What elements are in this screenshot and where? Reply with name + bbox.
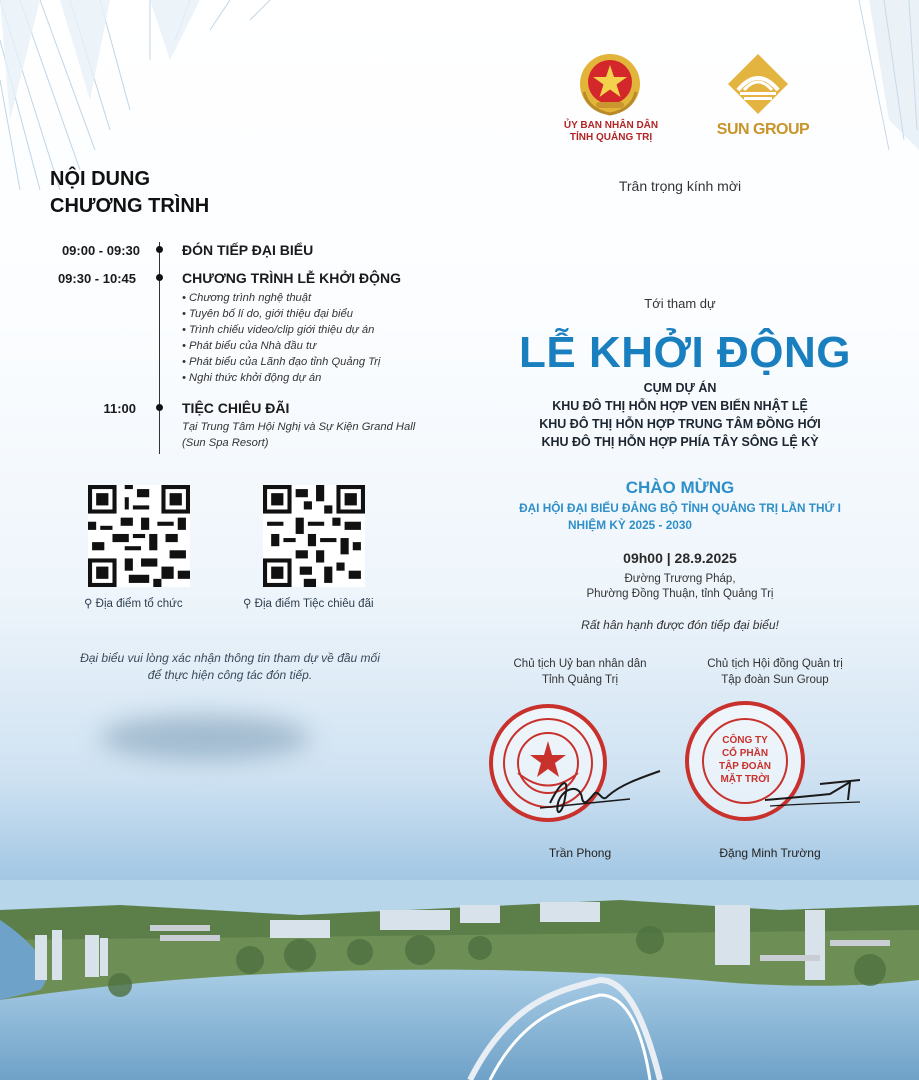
left-signatory-role	[490, 656, 670, 688]
right-signature	[760, 770, 870, 815]
timeline-details	[182, 290, 380, 386]
program-title	[50, 166, 209, 220]
timeline-event: ĐÓN TIẾP ĐẠI BIỂU	[182, 242, 314, 258]
top-right-decoration	[829, 0, 919, 190]
qr-code-venue[interactable]	[88, 485, 190, 587]
detail-line: (Sun Spa Resort)	[182, 437, 269, 449]
right-signatory-name: Đặng Minh Trường	[719, 846, 821, 860]
blurred-region	[100, 715, 310, 760]
emblem-caption-line-1: ỦY BAN NHÂN DÂN	[563, 120, 659, 131]
qr-label-venue	[84, 596, 183, 610]
stamp-text-line: TẬP ĐOÀN	[718, 761, 772, 772]
honor-message: Rất hân hạnh được đón tiếp đại biểu!	[581, 618, 779, 632]
detail-line: • Chương trình nghệ thuật	[182, 292, 312, 304]
stamp-text-line: MẶT TRỜI	[720, 774, 770, 785]
rsvp-note-line-2: để thực hiện công tác đón tiếp.	[147, 668, 313, 682]
detail-line: • Tuyên bố lí do, giới thiệu đại biểu	[182, 308, 353, 320]
left-signature	[530, 763, 665, 823]
timeline-event: TIỆC CHIÊU ĐÃI	[182, 400, 290, 416]
project-line: KHU ĐÔ THỊ HỖN HỢP VEN BIỂN NHẬT LỆ	[552, 399, 808, 413]
program-title-line-2: CHƯƠNG TRÌNH	[50, 195, 210, 217]
city-landscape-illustration	[0, 880, 919, 1080]
qr-label-banquet-text: Địa điểm Tiệc chiêu đãi	[254, 598, 374, 610]
welcome-heading: CHÀO MỪNG	[625, 478, 735, 497]
national-emblem-logo	[578, 52, 642, 116]
qr-code-banquet[interactable]	[263, 485, 365, 587]
left-role-line-1: Chủ tịch Uỷ ban nhân dân	[513, 658, 647, 670]
timeline-time: 09:30 - 10:45	[57, 271, 136, 286]
right-role-line-1: Chủ tịch Hội đồng Quản trị	[707, 658, 843, 670]
qr-label-venue-text: Địa điểm tổ chức	[95, 598, 183, 610]
address-line: Đường Trương Pháp,	[624, 573, 736, 585]
ceremony-title: LỄ KHỞI ĐỘNG	[519, 328, 851, 377]
project-line: KHU ĐÔ THỊ HỖN HỢP TRUNG TÂM ĐỒNG HỚI	[539, 417, 821, 431]
rsvp-note	[30, 650, 430, 684]
emblem-caption-line-2: TỈNH QUẢNG TRỊ	[569, 132, 653, 143]
rsvp-note-line-1: Đại biểu vui lòng xác nhận thông tin tham dự về đầu mối	[80, 651, 380, 665]
timeline-time: 11:00	[103, 401, 136, 416]
timeline-details	[182, 419, 415, 451]
timeline-dot	[156, 246, 163, 253]
location-pin-icon: ⚲	[84, 598, 93, 610]
project-line: KHU ĐÔ THỊ HỖN HỢP PHÍA TÂY SÔNG LỆ KỲ	[541, 435, 819, 449]
sun-group-caption: SUN GROUP	[716, 121, 810, 138]
detail-line: • Phát biểu của Lãnh đạo tỉnh Quảng Trị	[182, 356, 381, 368]
top-left-decoration	[0, 0, 290, 190]
timeline-dot	[156, 274, 163, 281]
address-line: Phường Đồng Thuận, tỉnh Quảng Trị	[586, 588, 774, 600]
detail-line: • Nghi thức khởi động dự án	[182, 372, 322, 384]
event-datetime: 09h00 | 28.9.2025	[623, 550, 737, 566]
timeline-event: CHƯƠNG TRÌNH LỄ KHỞI ĐỘNG	[182, 270, 402, 286]
right-signatory-role	[680, 656, 870, 688]
stamp-text-line: CỔ PHẦN	[721, 748, 769, 759]
timeline-time: 09:00 - 09:30	[61, 243, 140, 258]
left-role-line-2: Tỉnh Quảng Trị	[541, 674, 619, 686]
qr-label-banquet	[243, 596, 374, 610]
emblem-caption	[546, 120, 676, 144]
cluster-label: CỤM DỰ ÁN	[643, 381, 717, 395]
invitation-attend: Tới tham dự	[644, 296, 716, 311]
detail-line: • Phát biểu của Nhà đầu tư	[182, 340, 317, 352]
detail-line: Tại Trung Tâm Hội Nghị và Sự Kiện Grand Hall	[182, 421, 416, 433]
congress-line: NHIỆM KỲ 2025 - 2030	[568, 518, 692, 532]
right-role-line-2: Tập đoàn Sun Group	[721, 674, 829, 686]
location-pin-icon: ⚲	[243, 598, 252, 610]
left-signatory-name: Trần Phong	[548, 846, 612, 860]
timeline-dot	[156, 404, 163, 411]
invitation-greeting: Trân trọng kính mời	[618, 178, 742, 194]
detail-line: • Trình chiếu video/clip giới thiệu dự án	[182, 324, 375, 336]
program-title-line-1: NỘI DUNG	[50, 168, 150, 190]
sun-group-logo	[726, 52, 790, 116]
stamp-text-line: CÔNG TY	[722, 735, 768, 746]
congress-line: ĐẠI HỘI ĐẠI BIỂU ĐẢNG BỘ TỈNH QUẢNG TRỊ LẦN THỨ I	[519, 501, 841, 515]
